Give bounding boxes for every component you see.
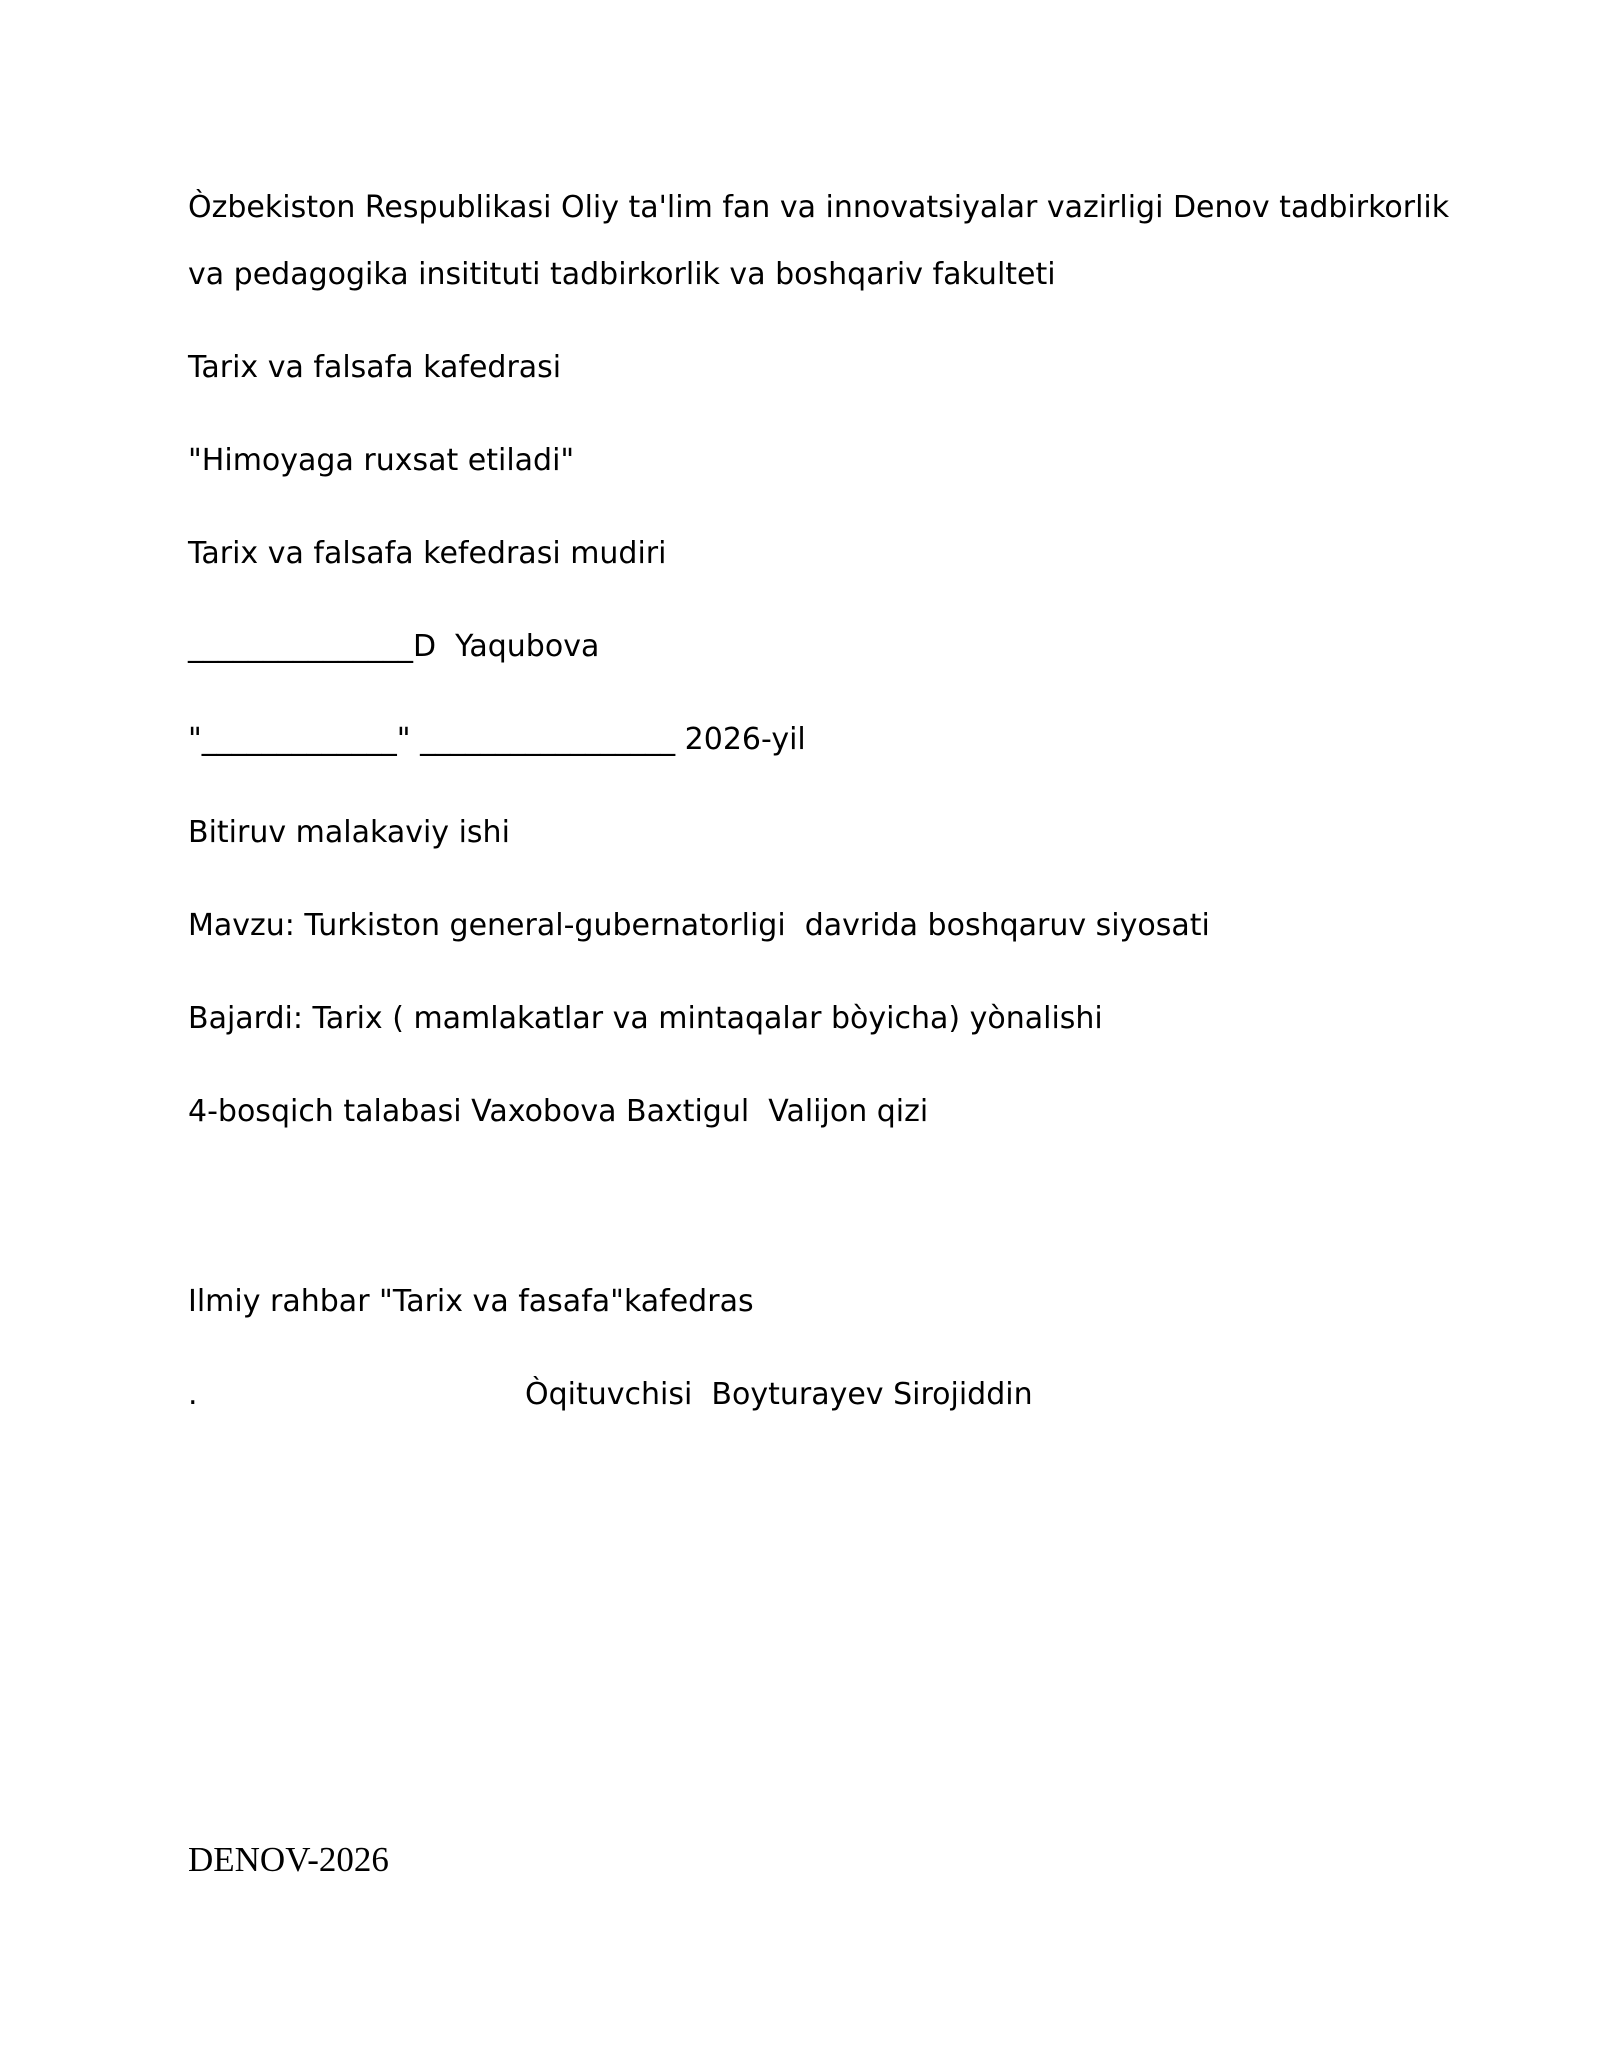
supervisor-row bbox=[188, 1375, 1088, 1415]
student-name: 4-bosqich talabasi Vaxobova Baxtigul Valijon qizi bbox=[188, 1094, 929, 1129]
approval-date-line: "_____________" _________________ 2026-yil bbox=[188, 722, 806, 757]
department-name: Tarix va falsafa kafedrasi bbox=[188, 350, 562, 385]
approval-statement: "Himoyaga ruxsat etiladi" bbox=[188, 443, 575, 478]
institution-line-2: va pedagogika insitituti tadbirkorlik va boshqariv fakulteti bbox=[188, 257, 1056, 292]
thesis-topic: Mavzu: Turkiston general-gubernatorligi davrida boshqaruv siyosati bbox=[188, 908, 1210, 943]
department-head-title: Tarix va falsafa kefedrasi mudiri bbox=[188, 536, 667, 571]
supervisor-title: Ilmiy rahbar "Tarix va fasafa"kafedras bbox=[188, 1284, 754, 1319]
work-type: Bitiruv malakaviy ishi bbox=[188, 815, 510, 850]
supervisor-name: Òqituvchisi Boyturayev Sirojiddin bbox=[525, 1377, 1033, 1412]
performed-by: Bajardi: Tarix ( mamlakatlar va mintaqalar bòyicha) yònalishi bbox=[188, 1001, 1103, 1036]
institution-line-1: Òzbekiston Respublikasi Oliy ta'lim fan va innovatsiyalar vazirligi Denov tadbirkorlik bbox=[188, 190, 1450, 225]
department-head-signature: _______________D Yaqubova bbox=[188, 629, 600, 664]
footer-city-year: DENOV-2026 bbox=[188, 1840, 389, 1879]
supervisor-dot: . bbox=[188, 1377, 198, 1412]
